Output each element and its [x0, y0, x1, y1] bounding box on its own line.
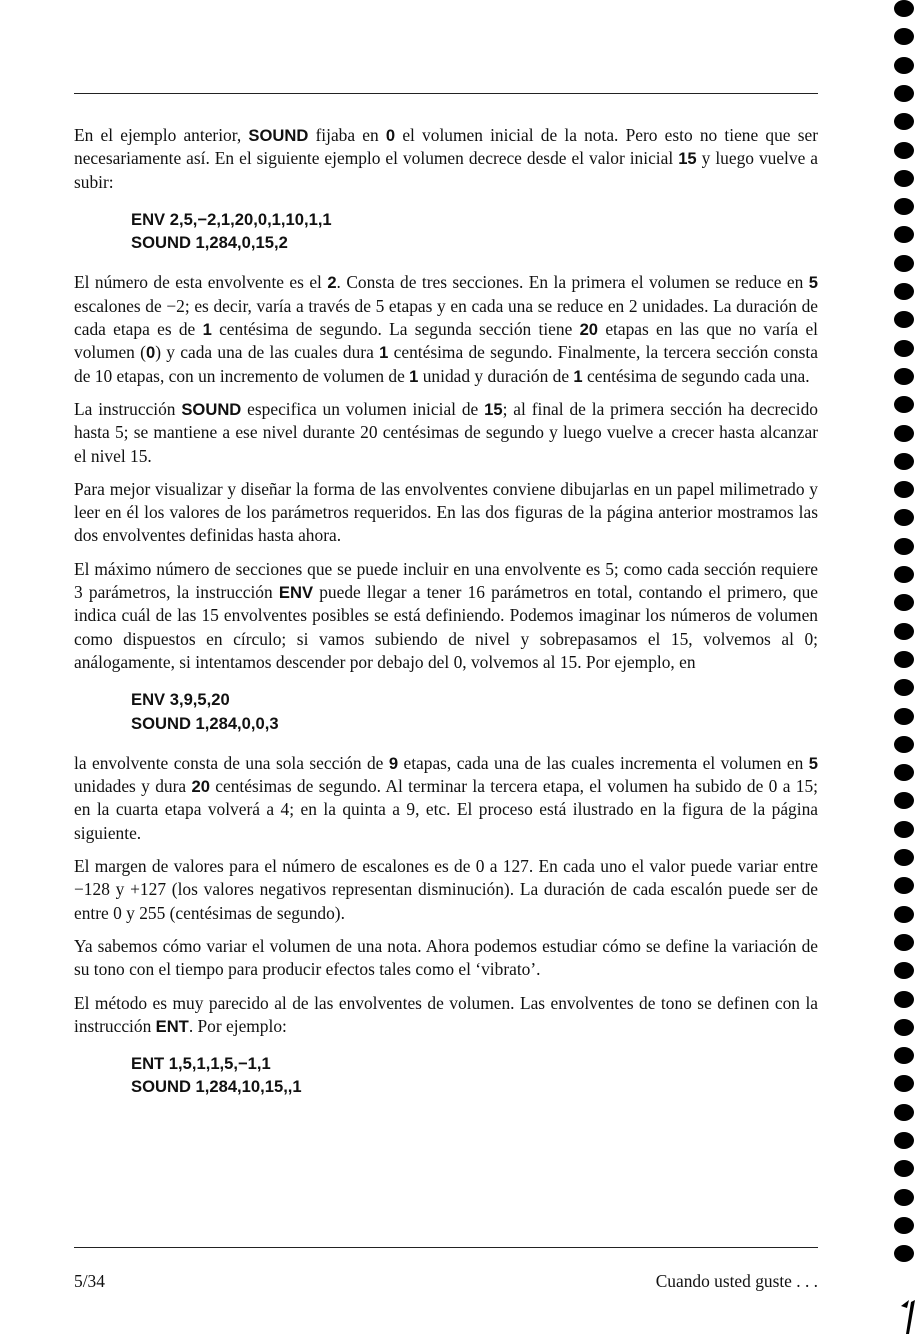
paragraph — [74, 478, 818, 548]
bold-keyword: ENV — [278, 583, 314, 603]
binding-hole — [894, 170, 914, 187]
text-run: ; al final de la primera sección ha decrecido hasta 5; se mantiene a ese nivel durante 20 centésimas de segundo y luego vuelve a crecer hasta alcanzar el nivel 15. — [74, 398, 818, 466]
binding-hole — [894, 283, 914, 300]
text-run: centésimas de segundo. Al terminar la tercera etapa, el volumen ha subido de 0 a 15; en la cuarta etapa volverá a 4; en la quinta a 9, etc. El proceso está ilustrado en la figura de la página siguiente. — [74, 776, 818, 843]
torn-corner-mark — [897, 1294, 921, 1334]
text-run: especifica un volumen inicial de — [241, 398, 485, 419]
code-block-env2 — [131, 208, 818, 255]
bold-keyword: 2 — [327, 273, 337, 293]
bold-keyword: 5 — [808, 753, 819, 773]
binding-hole — [894, 1104, 914, 1121]
paragraph-group-3 — [74, 752, 818, 1038]
text-run: la envolvente consta de una sola sección de — [74, 752, 389, 773]
code-line: SOUND 1,284,0,15,2 — [131, 233, 288, 253]
binding-hole — [894, 368, 914, 385]
bold-keyword: 0 — [385, 126, 396, 145]
binding-hole — [894, 877, 914, 894]
footer-rule — [74, 1247, 818, 1248]
binding-hole — [894, 0, 914, 17]
text-run: y luego vuelve a subir: — [74, 148, 819, 192]
code-line: ENV 3,9,5,20 — [131, 690, 230, 710]
binding-hole — [894, 425, 914, 442]
binding-hole — [894, 1189, 914, 1206]
text-run: puede llegar a tener 16 parámetros en total, contando el primero, que indica cuál de las 15 envolventes posibles se está definiendo. Podemos imaginar los números de volumen como dispuestos en círculo; si vamos subiendo de nivel y sobrepasamos el 15, volvemos al 0; análogamente, si intentamos descender por debajo del 0, volvemos al 15. Por ejemplo, en — [74, 582, 818, 672]
text-run: El método es muy parecido al de las envolventes de volumen. Las envolventes de tono se definen con la instrucción — [74, 992, 818, 1036]
binding-hole — [894, 1075, 914, 1092]
text-run: centésima de segundo. La segunda sección tiene — [211, 319, 580, 340]
binding-hole — [894, 594, 914, 611]
text-run: El margen de valores para el número de escalones es de 0 a 127. En cada uno el valor puede variar entre −128 y +127 (los valores negativos representan disminución). La duración de cada escalón puede ser de entre 0 y 255 (centésimas de segundo). — [74, 856, 818, 923]
bold-keyword: 9 — [388, 753, 399, 773]
paragraph — [74, 124, 818, 194]
bold-keyword: 0 — [145, 343, 156, 363]
paragraph-group-1 — [74, 124, 818, 194]
binding-hole — [894, 198, 914, 215]
binding-hole — [894, 509, 914, 526]
bold-keyword: 1 — [409, 366, 419, 386]
bold-keyword: 20 — [191, 777, 210, 797]
binding-hole — [894, 708, 914, 725]
text-run: Ya sabemos cómo variar el volumen de una nota. Ahora podemos estudiar cómo se define la variación de su tono con el tiempo para producir efectos tales como el ‘vibrato’. — [74, 935, 818, 980]
binding-hole — [894, 962, 914, 979]
text-run: . Consta de tres secciones. En la primera el volumen se reduce en — [336, 272, 809, 293]
page-body — [74, 124, 818, 1116]
paragraph — [74, 855, 818, 925]
code-line: ENT 1,5,1,1,5,−1,1 — [131, 1054, 271, 1074]
binding-hole — [894, 792, 914, 809]
bold-keyword: 1 — [379, 343, 389, 363]
text-run: ) y cada una de las cuales dura — [155, 342, 380, 363]
paragraph — [74, 935, 818, 982]
binding-hole — [894, 1019, 914, 1036]
paragraph — [74, 271, 818, 387]
text-run: fijaba en — [308, 125, 386, 145]
binding-hole — [894, 934, 914, 951]
paragraph — [74, 752, 818, 845]
binding-hole — [894, 1132, 914, 1149]
bold-keyword: SOUND — [181, 399, 242, 419]
binding-hole — [894, 1047, 914, 1064]
text-run: etapas en las que no varía el volumen ( — [74, 319, 818, 363]
binding-hole — [894, 453, 914, 470]
text-run: unidades y dura — [74, 776, 192, 797]
binding-hole — [894, 538, 914, 555]
bold-keyword: SOUND — [248, 126, 309, 145]
code-block-ent1 — [131, 1052, 818, 1099]
binding-hole — [894, 28, 914, 45]
text-run: escalones de −2; es decir, varía a través de 5 etapas y en cada una se reduce en 2 unidades. La duración de cada etapa es de — [74, 295, 818, 340]
binding-hole — [894, 57, 914, 74]
binding-hole — [894, 736, 914, 753]
binding-hole — [894, 1245, 914, 1262]
text-run: . Por ejemplo: — [188, 1015, 287, 1036]
running-title: Cuando usted guste . . . — [655, 1271, 818, 1291]
binding-hole — [894, 849, 914, 866]
code-line: ENV 2,5,−2,1,20,0,1,10,1,1 — [131, 209, 332, 229]
binding-hole — [894, 255, 914, 272]
binding-hole — [894, 481, 914, 498]
bold-keyword: 5 — [808, 273, 818, 293]
text-run: La instrucción — [74, 398, 182, 419]
bold-keyword: 15 — [678, 149, 697, 169]
text-run: centésima de segundo. Finalmente, la tercera sección consta de 10 etapas, con un incremento de volumen de — [74, 342, 818, 386]
binding-hole — [894, 113, 914, 130]
text-run: Para mejor visualizar y diseñar la forma de las envolventes conviene dibujarlas en un papel milimetrado y leer en él los valores de los parámetros requeridos. En las dos figuras de la página anterior mostramos las dos envolventes definidas hasta ahora. — [74, 478, 818, 546]
binding-hole — [894, 623, 914, 640]
paragraph-group-2 — [74, 271, 818, 674]
bold-keyword: ENT — [155, 1016, 189, 1036]
binding-hole — [894, 566, 914, 583]
paragraph — [74, 558, 818, 674]
binding-hole — [894, 651, 914, 668]
bold-keyword: 1 — [573, 366, 583, 386]
bold-keyword: 20 — [579, 320, 599, 340]
bold-keyword: 15 — [484, 399, 503, 419]
binding-hole — [894, 226, 914, 243]
binding-hole — [894, 821, 914, 838]
binding-hole — [894, 906, 914, 923]
text-run: En el ejemplo anterior, — [74, 125, 249, 145]
binding-hole — [894, 991, 914, 1008]
page-number: 5/34 — [74, 1271, 105, 1291]
binding-hole — [894, 396, 914, 413]
binding-hole — [894, 85, 914, 102]
text-run: unidad y duración de — [418, 365, 574, 386]
text-run: El número de esta envolvente es el — [74, 272, 328, 293]
code-line: SOUND 1,284,0,0,3 — [131, 713, 279, 733]
paragraph — [74, 992, 818, 1039]
text-run: centésima de segundo cada una. — [582, 365, 810, 386]
header-rule — [74, 93, 818, 94]
binding-hole — [894, 1217, 914, 1234]
code-block-env3 — [131, 688, 818, 735]
binding-hole — [894, 764, 914, 781]
text-run: el volumen inicial de la nota. Pero esto no tiene que ser necesariamente así. En el siguiente ejemplo el volumen decrece desde el valor inicial — [74, 125, 818, 169]
binding-hole — [894, 1160, 914, 1177]
text-run: etapas, cada una de las cuales incrementa el volumen en — [398, 752, 809, 773]
code-line: SOUND 1,284,10,15,,1 — [131, 1077, 302, 1097]
binding-holes — [894, 0, 924, 1334]
binding-hole — [894, 679, 914, 696]
binding-hole — [894, 311, 914, 328]
paragraph — [74, 398, 818, 468]
binding-hole — [894, 142, 914, 159]
binding-hole — [894, 340, 914, 357]
bold-keyword: 1 — [202, 320, 212, 340]
text-run: El máximo número de secciones que se puede incluir en una envolvente es 5; como cada sección requiere 3 parámetros, la instrucción — [74, 558, 818, 603]
